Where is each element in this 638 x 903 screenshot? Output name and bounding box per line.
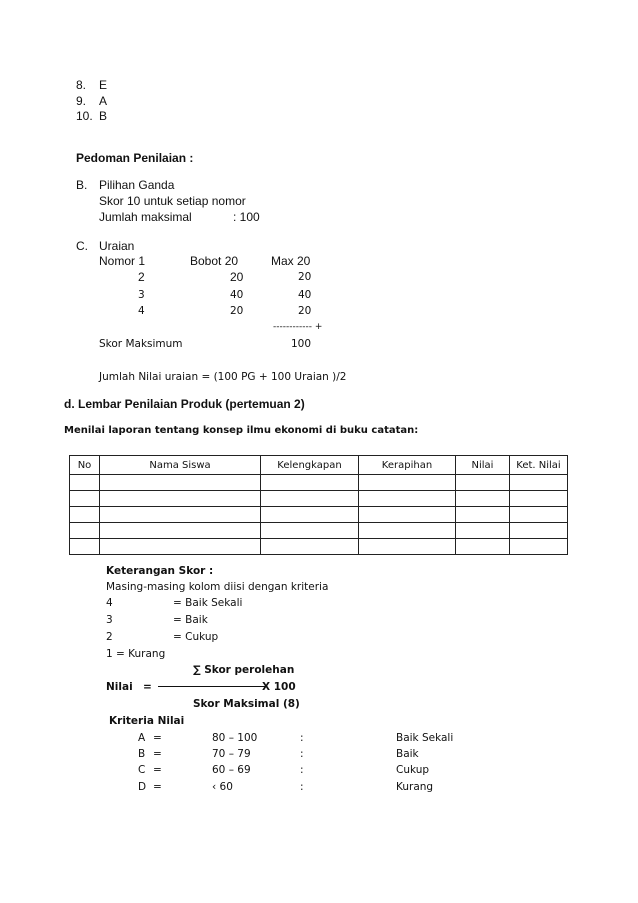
section-d-heading: d. Lembar Penilaian Produk (pertemuan 2) <box>64 397 305 411</box>
kriteria-eq: = <box>153 781 162 793</box>
table-cell[interactable] <box>100 507 261 523</box>
answer-number: 9. <box>76 94 87 108</box>
table-cell[interactable] <box>456 491 510 507</box>
table-cell[interactable] <box>359 539 456 555</box>
table-cell[interactable] <box>261 475 359 491</box>
table-row <box>70 507 568 523</box>
uraian-nomor: Nomor 1 <box>99 254 146 268</box>
table-cell[interactable] <box>100 475 261 491</box>
formula-numerator: ∑ Skor perolehan <box>193 664 295 676</box>
kriteria-colon: : <box>300 764 304 776</box>
table-cell[interactable] <box>100 539 261 555</box>
table-cell[interactable] <box>261 491 359 507</box>
kriteria-range: 80 – 100 <box>212 732 258 744</box>
formula-times: X 100 <box>262 681 296 693</box>
table-cell[interactable] <box>70 507 100 523</box>
uraian-nomor: 4 <box>138 305 145 317</box>
keterangan-score: 4 <box>106 597 113 609</box>
fraction-line <box>158 686 266 687</box>
table-cell[interactable] <box>510 523 568 539</box>
penilaian-table <box>69 455 568 555</box>
table-cell[interactable] <box>359 491 456 507</box>
keterangan-score: 2 <box>106 631 113 643</box>
table-cell[interactable] <box>359 507 456 523</box>
uraian-bobot: 20 <box>230 305 244 317</box>
kriteria-grade: C <box>138 764 146 776</box>
table-cell[interactable] <box>510 491 568 507</box>
table-cell[interactable] <box>456 539 510 555</box>
formula-denominator: Skor Maksimal (8) <box>193 698 300 710</box>
table-cell[interactable] <box>70 491 100 507</box>
keterangan-item-one: 1 = Kurang <box>106 648 166 660</box>
table-cell[interactable] <box>456 523 510 539</box>
table-cell[interactable] <box>261 539 359 555</box>
kriteria-grade: A <box>138 732 146 744</box>
table-row <box>70 491 568 507</box>
table-cell[interactable] <box>510 539 568 555</box>
keterangan-desc: = Baik Sekali <box>173 597 243 609</box>
kriteria-eq: = <box>153 732 162 744</box>
table-cell[interactable] <box>261 507 359 523</box>
uraian-max: Max 20 <box>271 254 311 268</box>
skor-maksimum-label: Skor Maksimum <box>99 338 183 350</box>
keterangan-score: 3 <box>106 614 113 626</box>
sum-line: ------------ + <box>273 322 323 332</box>
kriteria-desc: Cukup <box>396 764 430 776</box>
kriteria-desc: Baik Sekali <box>396 732 454 744</box>
table-header-row <box>70 456 568 475</box>
section-b-title: Pilihan Ganda <box>99 178 175 192</box>
column-header: No <box>70 456 100 475</box>
table-row <box>70 539 568 555</box>
uraian-nomor: 3 <box>138 289 145 301</box>
kriteria-range: ‹ 60 <box>212 781 233 793</box>
keterangan-intro: Masing-masing kolom diisi dengan kriteria <box>106 581 329 593</box>
uraian-max: 40 <box>298 289 312 301</box>
answer-value: B <box>99 109 108 123</box>
table-cell[interactable] <box>70 523 100 539</box>
keterangan-desc: = Baik <box>173 614 208 626</box>
pedoman-heading: Pedoman Penilaian : <box>76 151 194 165</box>
formula-equals: = <box>143 681 152 693</box>
kriteria-colon: : <box>300 781 304 793</box>
uraian-max: 20 <box>298 271 312 283</box>
skor-maksimum-value: 100 <box>291 338 312 350</box>
uraian-bobot: 40 <box>230 289 244 301</box>
column-header: Nilai <box>456 456 510 475</box>
section-b-letter: B. <box>76 178 88 192</box>
answer-value: E <box>99 78 108 92</box>
section-b-line: Skor 10 untuk setiap nomor <box>99 194 246 208</box>
kriteria-colon: : <box>300 748 304 760</box>
table-cell[interactable] <box>100 523 261 539</box>
answer-value: A <box>99 94 108 108</box>
table-cell[interactable] <box>70 475 100 491</box>
kriteria-grade: B <box>138 748 146 760</box>
table-cell[interactable] <box>510 475 568 491</box>
section-b-max-label: Jumlah maksimal <box>99 210 192 224</box>
uraian-bobot: 20 <box>230 270 244 284</box>
table-row <box>70 523 568 539</box>
kriteria-title: Kriteria Nilai <box>109 715 185 727</box>
kriteria-eq: = <box>153 764 162 776</box>
table-cell[interactable] <box>510 507 568 523</box>
uraian-bobot: Bobot 20 <box>190 254 239 268</box>
formula-label: Nilai <box>106 681 133 693</box>
kriteria-desc: Baik <box>396 748 419 760</box>
table-row <box>70 475 568 491</box>
kriteria-grade: D <box>138 781 147 793</box>
answer-number: 10. <box>76 109 93 123</box>
table-cell[interactable] <box>456 475 510 491</box>
kriteria-range: 70 – 79 <box>212 748 251 760</box>
column-header: Kerapihan <box>359 456 456 475</box>
section-c-letter: C. <box>76 239 88 253</box>
table-cell[interactable] <box>70 539 100 555</box>
table-cell[interactable] <box>456 507 510 523</box>
uraian-max: 20 <box>298 305 312 317</box>
section-d-subtitle: Menilai laporan tentang konsep ilmu ekonomi di buku catatan: <box>64 425 419 436</box>
column-header: Kelengkapan <box>261 456 359 475</box>
column-header: Nama Siswa <box>100 456 261 475</box>
keterangan-desc: = Cukup <box>173 631 219 643</box>
kriteria-eq: = <box>153 748 162 760</box>
kriteria-desc: Kurang <box>396 781 434 793</box>
section-c-title: Uraian <box>99 239 135 253</box>
answer-number: 8. <box>76 78 87 92</box>
keterangan-title: Keterangan Skor : <box>106 565 214 577</box>
jumlah-nilai-formula: Jumlah Nilai uraian = (100 PG + 100 Uraian )/2 <box>99 371 347 383</box>
kriteria-colon: : <box>300 732 304 744</box>
table-cell[interactable] <box>359 475 456 491</box>
section-b-max-value: : 100 <box>233 210 260 224</box>
table-cell[interactable] <box>359 523 456 539</box>
uraian-nomor: 2 <box>138 270 145 284</box>
column-header: Ket. Nilai <box>510 456 568 475</box>
table-cell[interactable] <box>261 523 359 539</box>
kriteria-range: 60 – 69 <box>212 764 251 776</box>
table-cell[interactable] <box>100 491 261 507</box>
